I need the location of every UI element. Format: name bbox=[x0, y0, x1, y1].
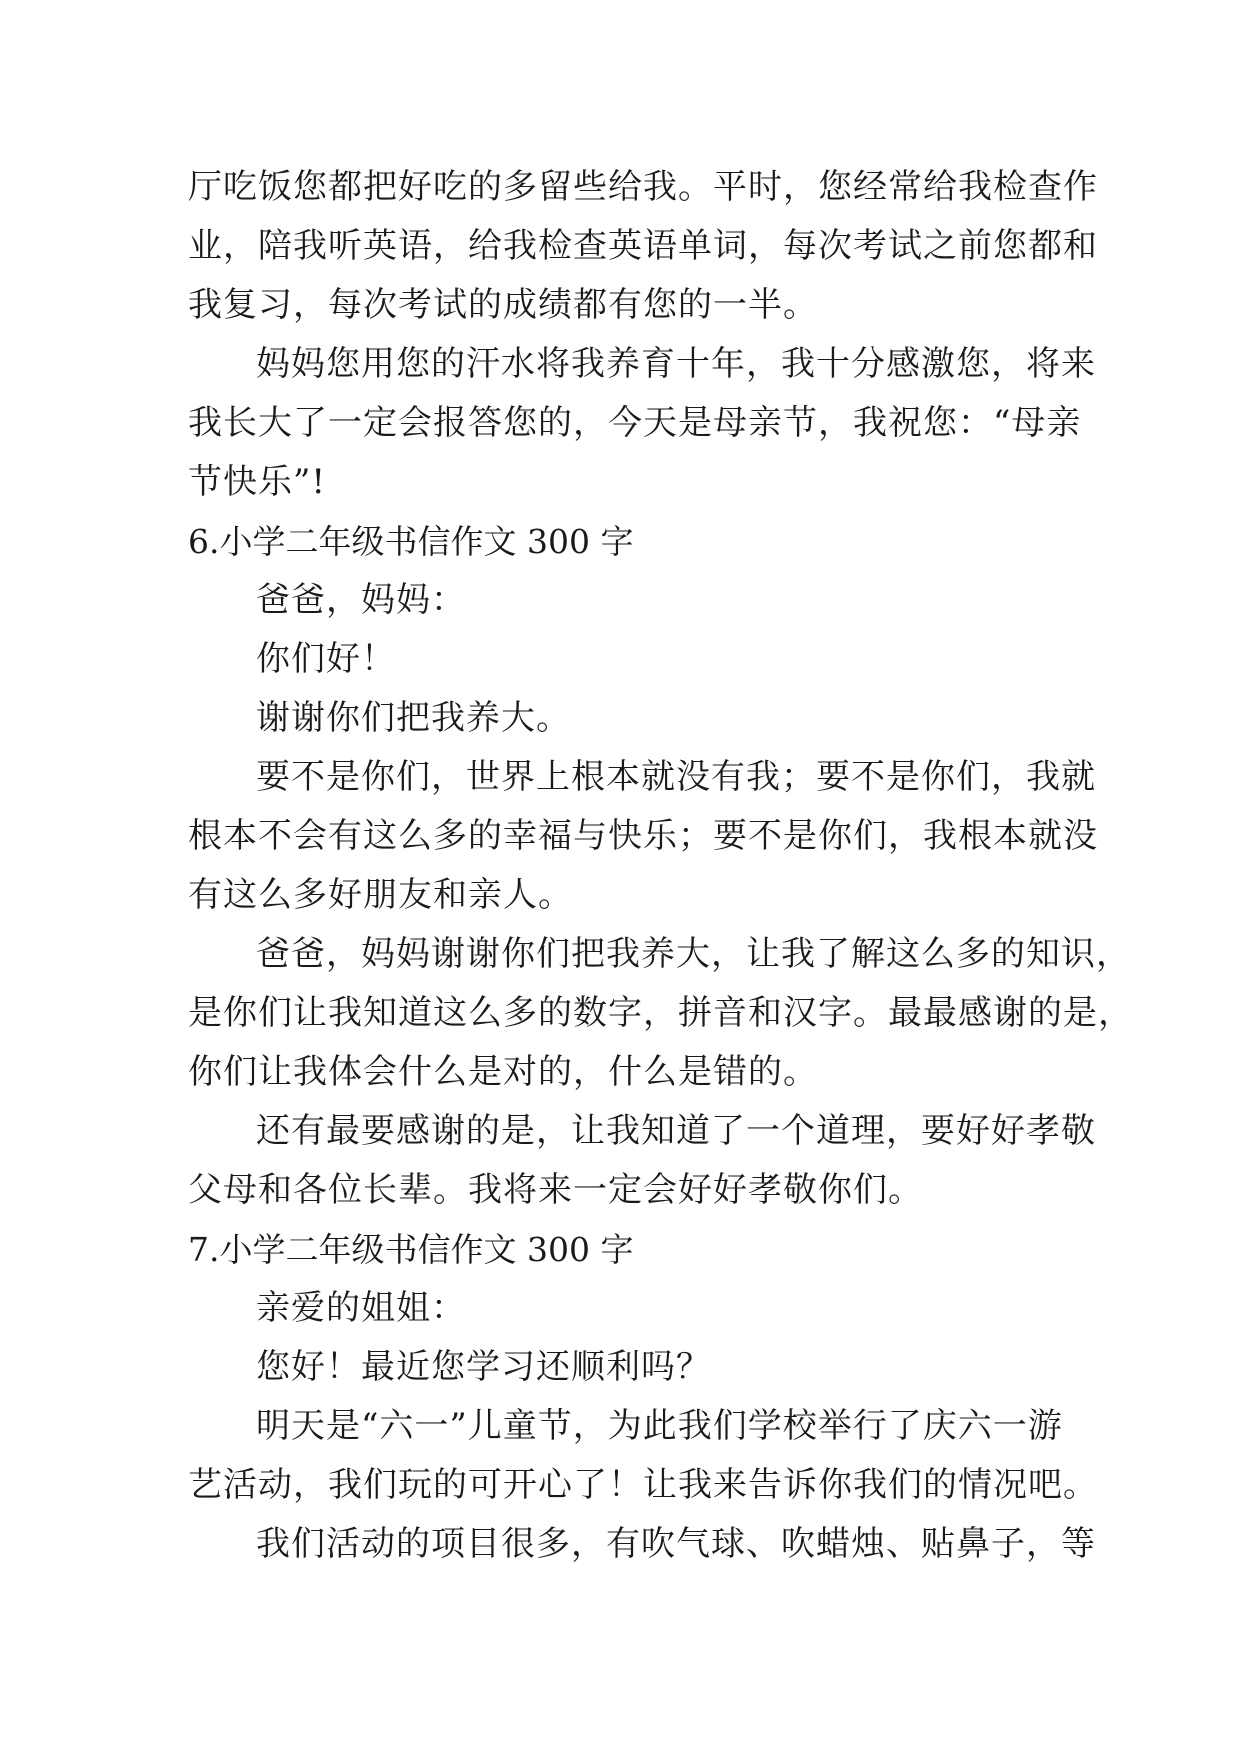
paragraph-start-line: 妈妈您用您的汗水将我养育十年，我十分感激您，将来 bbox=[256, 344, 1096, 384]
paragraph-start-line: 要不是你们，世界上根本就没有我；要不是你们，我就 bbox=[256, 757, 1096, 797]
body-line: 我长大了一定会报答您的，今天是母亲节，我祝您：“母亲 bbox=[188, 403, 1082, 443]
body-line: 厅吃饭您都把好吃的多留些给我。平时，您经常给我检查作 bbox=[188, 167, 1098, 207]
document-page bbox=[188, 158, 1133, 1574]
salutation-line: 亲爱的姐姐： bbox=[256, 1288, 466, 1328]
greeting-line: 您好！最近您学习还顺利吗？ bbox=[256, 1347, 711, 1387]
salutation-line: 爸爸，妈妈： bbox=[256, 580, 466, 620]
body-line: 父母和各位长辈。我将来一定会好好孝敬你们。 bbox=[188, 1170, 923, 1210]
paragraph-start-line: 还有最要感谢的是，让我知道了一个道理，要好好孝敬 bbox=[256, 1111, 1096, 1151]
body-line: 我复习，每次考试的成绩都有您的一半。 bbox=[188, 285, 818, 325]
body-line: 节快乐”! bbox=[188, 462, 327, 502]
paragraph-start-line: 明天是“六一”儿童节，为此我们学校举行了庆六一游 bbox=[256, 1406, 1063, 1446]
body-line: 艺活动，我们玩的可开心了！让我来告诉你我们的情况吧。 bbox=[188, 1465, 1098, 1505]
body-line: 是你们让我知道这么多的数字，拼音和汉字。最最感谢的是， bbox=[188, 993, 1133, 1033]
paragraph-start-line: 我们活动的项目很多，有吹气球、吹蜡烛、贴鼻子，等 bbox=[256, 1524, 1096, 1564]
section-heading-7: 7.小学二年级书信作文 300 字 bbox=[188, 1230, 634, 1269]
body-line: 你们让我体会什么是对的，什么是错的。 bbox=[188, 1052, 818, 1092]
greeting-line: 你们好！ bbox=[256, 639, 396, 679]
body-line: 业，陪我听英语，给我检查英语单词，每次考试之前您都和 bbox=[188, 226, 1098, 266]
body-line: 有这么多好朋友和亲人。 bbox=[188, 875, 573, 915]
paragraph-start-line: 谢谢你们把我养大。 bbox=[256, 698, 571, 738]
section-heading-6: 6.小学二年级书信作文 300 字 bbox=[188, 522, 634, 561]
body-line: 根本不会有这么多的幸福与快乐；要不是你们，我根本就没 bbox=[188, 816, 1098, 856]
paragraph-start-line: 爸爸，妈妈谢谢你们把我养大，让我了解这么多的知识， bbox=[256, 934, 1131, 974]
